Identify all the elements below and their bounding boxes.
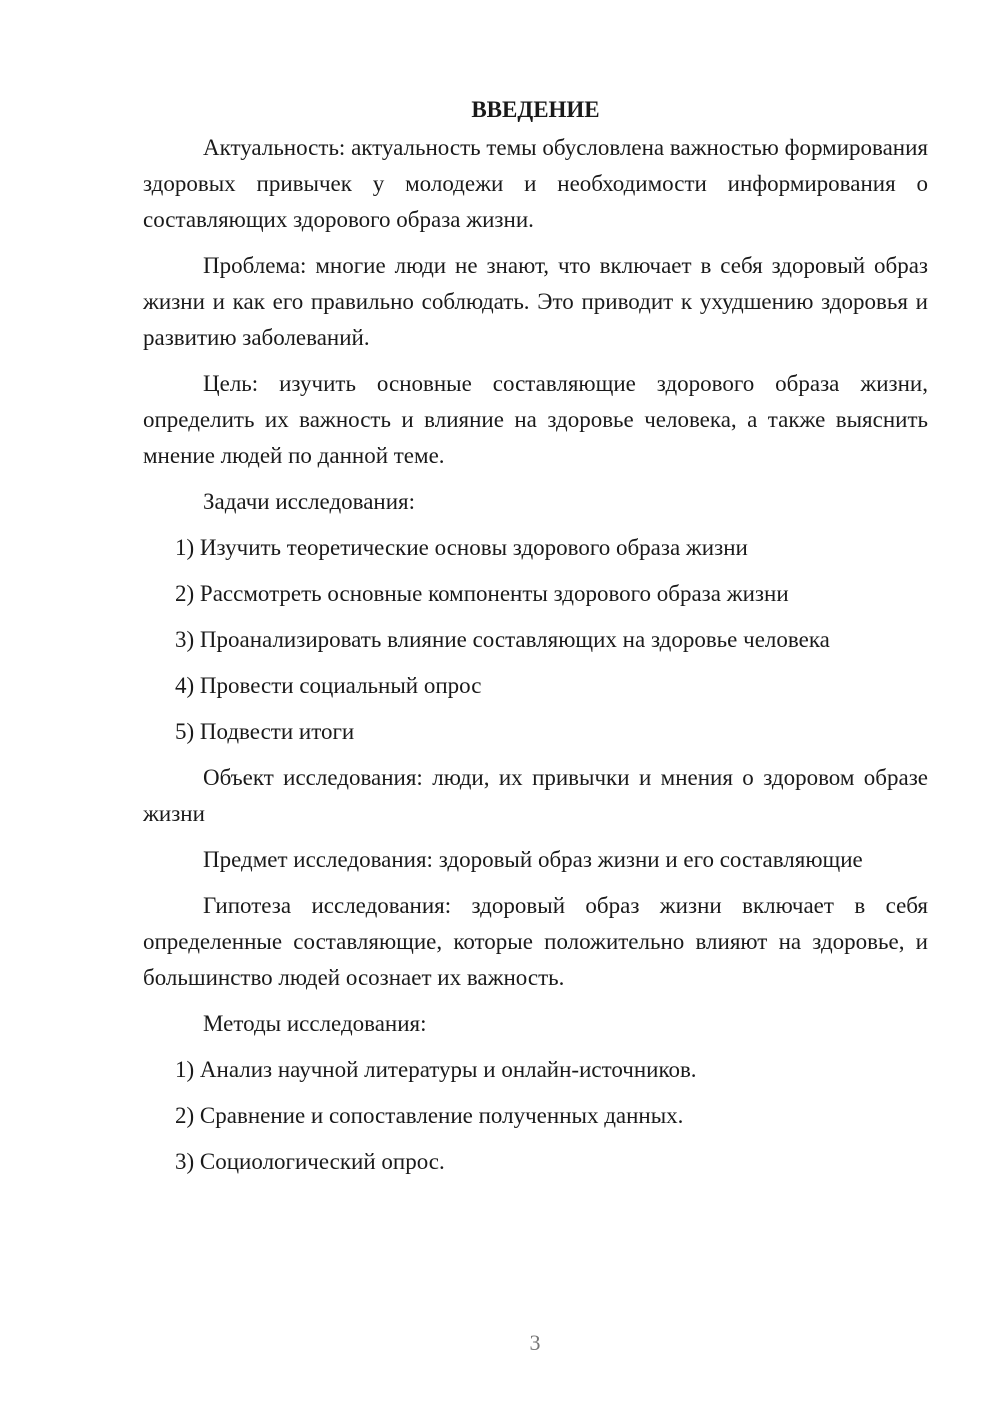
section-heading: ВВЕДЕНИЕ (471, 97, 600, 122)
list-item: 2) Рассмотреть основные компоненты здорового образа жизни (175, 581, 789, 606)
list-item: 3) Проанализировать влияние составляющих на здоровье человека (175, 627, 830, 652)
paragraph-problem: Проблема: многие люди не знают, что включает в себя здоровый образ жизни и как его правильно соблюдать. Это приводит к ухудшению здоровья и развитию заболеваний. (143, 253, 928, 350)
list-item: 5) Подвести итоги (175, 719, 355, 744)
list-item: 1) Изучить теоретические основы здорового образа жизни (175, 535, 748, 560)
list-item: 4) Провести социальный опрос (175, 673, 482, 698)
paragraph-relevance: Актуальность: актуальность темы обусловлена важностью формирования здоровых привычек у молодежи и необходимости информирования о составляющих здорового образа жизни. (143, 135, 928, 232)
list-item: 1) Анализ научной литературы и онлайн-источников. (175, 1057, 697, 1082)
page-content (143, 92, 928, 1190)
paragraph-object: Объект исследования: люди, их привычки и мнения о здоровом образе жизни (143, 765, 928, 826)
paragraph-tasks-title: Задачи исследования: (203, 489, 416, 514)
paragraph-hypothesis: Гипотеза исследования: здоровый образ жизни включает в себя определенные составляющие, которые положительно влияют на здоровье, и большинство людей осознает их важность. (143, 893, 928, 990)
list-item: 2) Сравнение и сопоставление полученных данных. (175, 1103, 684, 1128)
paragraph-methods-title: Методы исследования: (203, 1011, 427, 1036)
page-number: 3 (529, 1330, 541, 1355)
tasks-list (143, 530, 928, 750)
methods-list (143, 1052, 928, 1180)
paragraph-goal: Цель: изучить основные составляющие здорового образа жизни, определить их важность и влияние на здоровье человека, а также выяснить мнение людей по данной теме. (143, 371, 928, 468)
list-item: 3) Социологический опрос. (175, 1149, 445, 1174)
paragraph-subject: Предмет исследования: здоровый образ жизни и его составляющие (203, 847, 863, 872)
